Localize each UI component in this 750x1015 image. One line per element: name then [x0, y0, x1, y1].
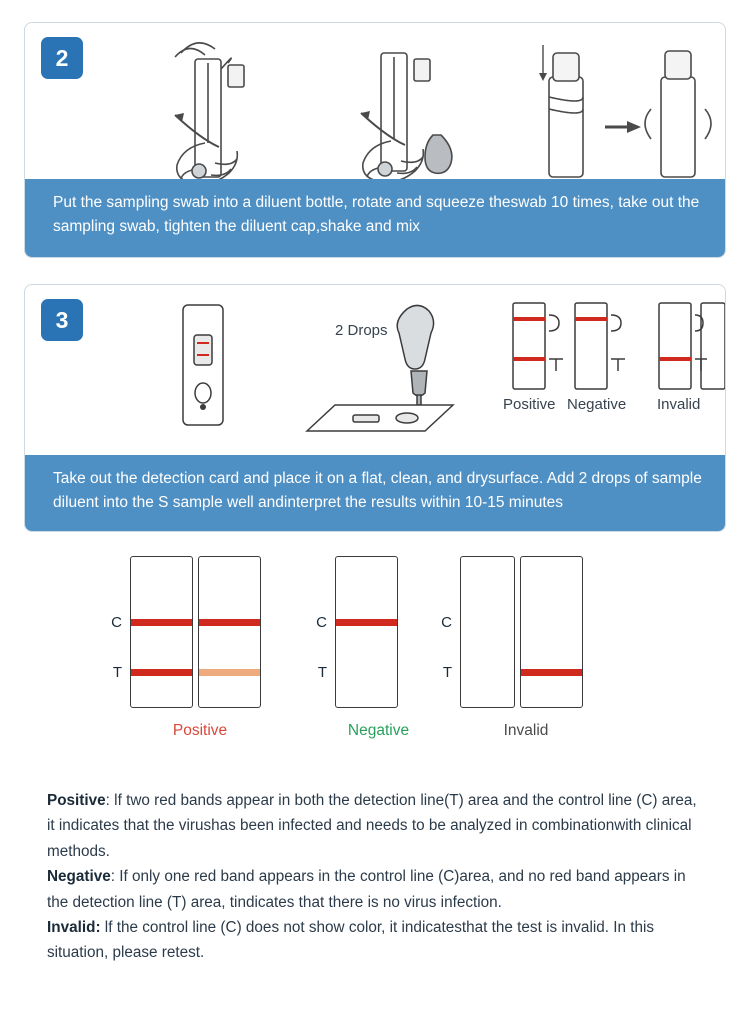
step-2-caption: Put the sampling swab into a diluent bottle, rotate and squeeze theswab 10 times, take out the sampling swab, tighten the diluent cap,shake and mix [25, 179, 725, 257]
result-label-negative: Negative [347, 722, 410, 739]
test-strip [198, 556, 261, 708]
result-label-invalid: Invalid [503, 722, 549, 739]
drops-label: 2 Drops [335, 322, 388, 339]
band-test-faint [199, 669, 260, 676]
swab-diluent-illustration [25, 23, 726, 191]
band-test [521, 669, 582, 676]
result-interpretation-diagram [0, 556, 750, 776]
step-2-illustration [25, 23, 726, 191]
legend-negative [47, 864, 702, 915]
legend-text-positive: : lf two red bands appear in both the detection line(T) area and the control line (C) area, it indicates that the virushas been infected and needs to be analyzed in combinationwith clinical methods. [47, 792, 697, 860]
axis-label-t: T [317, 664, 327, 681]
axis-label-c: C [111, 614, 122, 631]
axis-label-c: C [316, 614, 327, 631]
step-3-illustration [25, 285, 726, 449]
result-group-invalid [430, 556, 596, 740]
axis-labels-positive [100, 556, 122, 706]
step-number-badge-2: 2 [41, 37, 83, 79]
axis-label-c: C [441, 614, 452, 631]
band-control [131, 619, 192, 626]
test-strip [335, 556, 398, 708]
legend-invalid [47, 915, 702, 966]
band-control [336, 619, 397, 626]
axis-labels-negative [305, 556, 327, 706]
band-control [199, 619, 260, 626]
step-card-3 [24, 284, 726, 532]
mini-result-label-negative: Negative [567, 396, 627, 413]
test-card-and-dropper-illustration [25, 285, 726, 449]
result-group-negative [305, 556, 426, 740]
step-card-2 [24, 22, 726, 258]
result-label-positive: Positive [172, 722, 228, 739]
test-strip [460, 556, 515, 708]
mini-result-label-positive: Positive [503, 396, 556, 413]
legend-text-negative: : If only one red band appears in the control line (C)area, and no red band appears in the detection line (T) area, tindicates that there is no virus infection. [47, 868, 686, 911]
legend-term-negative: Negative [47, 868, 111, 886]
interpretation-legend [47, 788, 702, 966]
legend-positive [47, 788, 702, 864]
mini-result-label-invalid: Invalid [657, 396, 701, 413]
step-3-caption: Take out the detection card and place it on a flat, clean, and drysurface. Add 2 drops of sample diluent into the S sample well andinterpret the results within 10-15 minutes [25, 455, 725, 531]
test-strip [130, 556, 193, 708]
band-test [131, 669, 192, 676]
step-number-badge-3: 3 [41, 299, 83, 341]
test-strip [520, 556, 583, 708]
result-group-positive [100, 556, 270, 740]
legend-term-invalid: Invalid: [47, 918, 101, 936]
legend-text-invalid: lf the control line (C) does not show color, it indicatesthat the test is invalid. In this situation, please retest. [47, 918, 655, 962]
axis-label-t: T [442, 664, 452, 681]
legend-term-positive: Positive [47, 792, 106, 809]
axis-label-t: T [112, 664, 122, 681]
axis-labels-invalid [430, 556, 452, 706]
